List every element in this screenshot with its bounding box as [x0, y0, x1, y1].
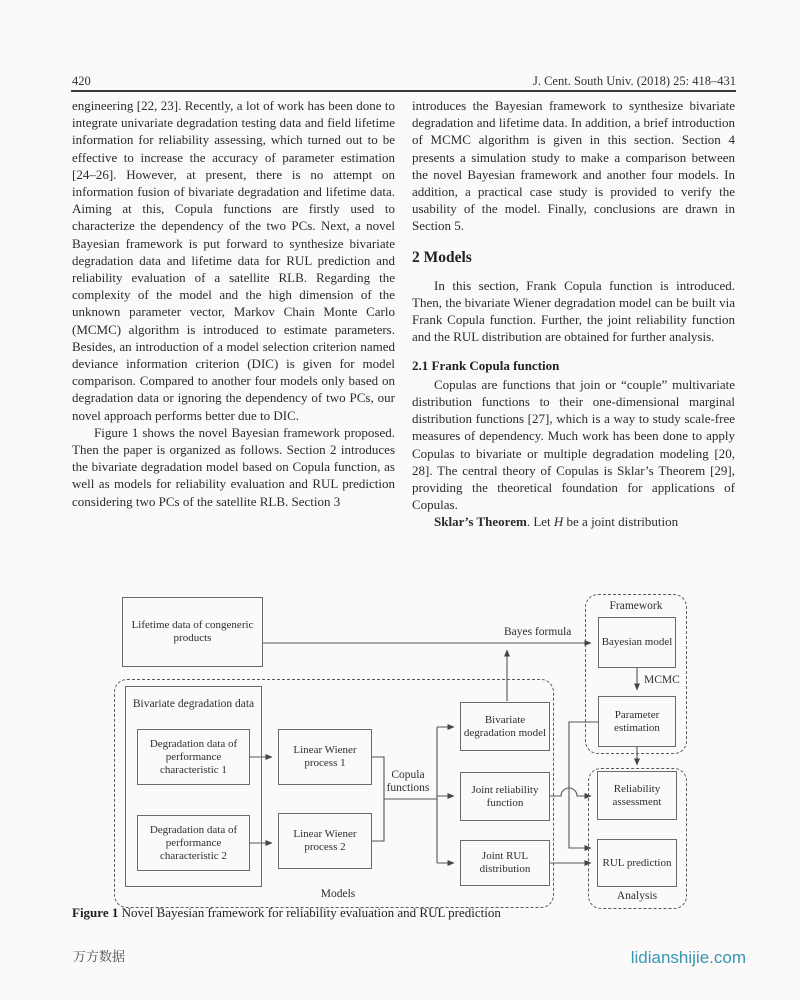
body-paragraph: In this section, Frank Copula function is introduced. Then, the bivariate Wiener degradation model can be built via Frank Copula function. Further, the joint reliability function and the RUL distribution are obtained for further analysis.: [412, 277, 735, 345]
models-label: Models: [320, 888, 356, 900]
body-paragraph: Figure 1 shows the novel Bayesian framework proposed. Then the paper is organized as follows. Section 2 introduces the bivariate degradation model based on Copula function, as well as models for reliability evaluation and RUL prediction considering two PCs of the satellite RLB. Section 3: [72, 424, 395, 509]
section-heading: 2 Models: [412, 248, 472, 266]
journal-reference: J. Cent. South Univ. (2018) 25: 418–431: [532, 74, 736, 88]
linear-wiener-1-box: Linear Wiener process 1: [278, 729, 372, 785]
body-paragraph: Copulas are functions that join or “couple” multivariate distribution functions to their one-dimensional marginal distribution functions [27], which is a way to study scale-free measures of dependency. Much work has been done to apply Copulas to bivariate or multiple degradation modeling [20, 28]. The central theory of Copulas is Sklar’s Theorem [29], providing the theoretical foundation for applications of Copulas.: [412, 376, 735, 513]
site-watermark: lidianshijie.com: [630, 948, 746, 967]
body-paragraph: engineering [22, 23]. Recently, a lot of work has been done to integrate univariate degradation testing data and field lifetime information for reliability assessing, which turned out to be effective to increase the accuracy of parameter estimation [24–26]. However, at present, there is no attempt on information fusion of bivariate degradation and lifetime data. Aiming at this, Copula functions are firstly used to characterize the dependency of the two PCs. Next, a novel Bayesian framework is put forward to synthesize bivariate degradation data and lifetime data for RUL prediction and reliability evaluation of a satellite RLB. Regarding the complexity of the model and the high dimension of the unknown parameter vector, Markov Chain Monte Carlo (MCMC) algorithm is introduced to estimate parameters. Besides, an introduction of a model selection criterion named deviance information criterion (DIC) is given for model comparison. Compared to another four models only based on degradation data or ignoring the dependency of two PCs, our novel approach performs better due to DIC.: [72, 98, 395, 423]
left-column: [72, 97, 395, 510]
bayes-formula-label: Bayes formula: [504, 626, 572, 638]
subsection-heading: 2.1 Frank Copula function: [412, 357, 560, 373]
header-rule: [71, 90, 736, 92]
linear-wiener-2-box: Linear Wiener process 2: [278, 813, 372, 869]
figure-caption: Figure 1 Novel Bayesian framework for reliability evaluation and RUL prediction: [72, 905, 501, 920]
degradation-data-1-box: Degradation data of performance characteristic 1: [137, 729, 250, 785]
page-number: 420: [72, 74, 91, 88]
framework-label: Framework: [609, 600, 663, 612]
bivariate-data-group-label: Bivariate degradation data: [132, 698, 255, 710]
lifetime-data-box: Lifetime data of congeneric products: [122, 597, 263, 667]
wanfang-watermark: 万方数据: [73, 950, 126, 965]
body-paragraph: Sklar’s Theorem. Let H be a joint distribution: [434, 514, 679, 530]
bivariate-degradation-model-box: Bivariate degradation model: [460, 702, 550, 751]
mcmc-label: MCMC: [644, 674, 680, 686]
body-paragraph: introduces the Bayesian framework to synthesize bivariate degradation and lifetime data. In addition, a brief introduction of MCMC algorithm is given in this section. Section 4 presents a simulation study to make a comparison between the novel Bayesian framework and another four models. In addition, a practical case study is provided to verify the usability of the model. Finally, conclusions are drawn in Section 5.: [412, 98, 735, 234]
reliability-assessment-box: Reliability assessment: [597, 771, 677, 820]
analysis-label: Analysis: [616, 890, 658, 902]
bayesian-model-box: Bayesian model: [598, 617, 676, 668]
joint-rul-distribution-box: Joint RUL distribution: [460, 840, 550, 886]
parameter-estimation-box: Parameter estimation: [598, 696, 676, 747]
rul-prediction-box: RUL prediction: [597, 839, 677, 887]
joint-reliability-function-box: Joint reliability function: [460, 772, 550, 821]
theorem-name: Sklar’s Theorem: [434, 514, 527, 530]
math-variable: H: [553, 514, 564, 530]
right-column: [412, 97, 735, 531]
degradation-data-2-box: Degradation data of performance characteristic 2: [137, 815, 250, 871]
copula-functions-label: Copula functions: [386, 769, 430, 794]
